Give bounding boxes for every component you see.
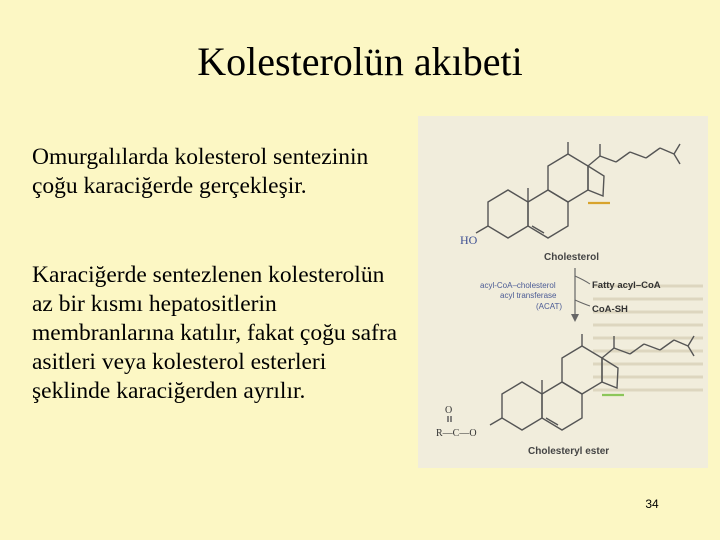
ester-carbonyl-o-label: O [445,405,453,416]
paragraph-cholesterol-fate: Karaciğerde sentezlenen kolesterolün az bir kısmı hepatositlerin membranlarına katılır, fakat çoğu safra asitleri veya kolesterol esterleri şeklinde karaciğerden ayrılır. [32,262,398,404]
ho-label: HO [460,233,478,247]
cholesterol-esterification-figure [418,116,708,468]
enzyme-label-line-1: acyl-CoA–cholesterol [480,281,556,290]
enzyme-label-line-3: (ACAT) [536,302,563,311]
cholesterol-structure [476,142,680,238]
ester-group-label: R—C—O [436,428,477,439]
cholesteryl-ester-label: Cholesteryl ester [528,446,610,457]
coa-sh-label: CoA-SH [592,304,628,315]
fatty-acyl-coa-label: Fatty acyl–CoA [592,280,661,291]
enzyme-label-line-2: acyl transferase [500,291,557,300]
background-text-lines [593,286,703,390]
page-number: 34 [645,497,659,511]
product-curve [575,300,590,306]
paragraph-liver-synthesis: Omurgalılarda kolesterol sentezinin çoğu karaciğerde gerçekleşir. [32,144,369,199]
slide-title: Kolesterolün akıbeti [197,39,523,84]
reaction-arrowhead [571,314,579,322]
cholesterol-label: Cholesterol [544,252,600,263]
cholesteryl-ester-structure [448,334,694,430]
reactant-curve [575,276,590,284]
